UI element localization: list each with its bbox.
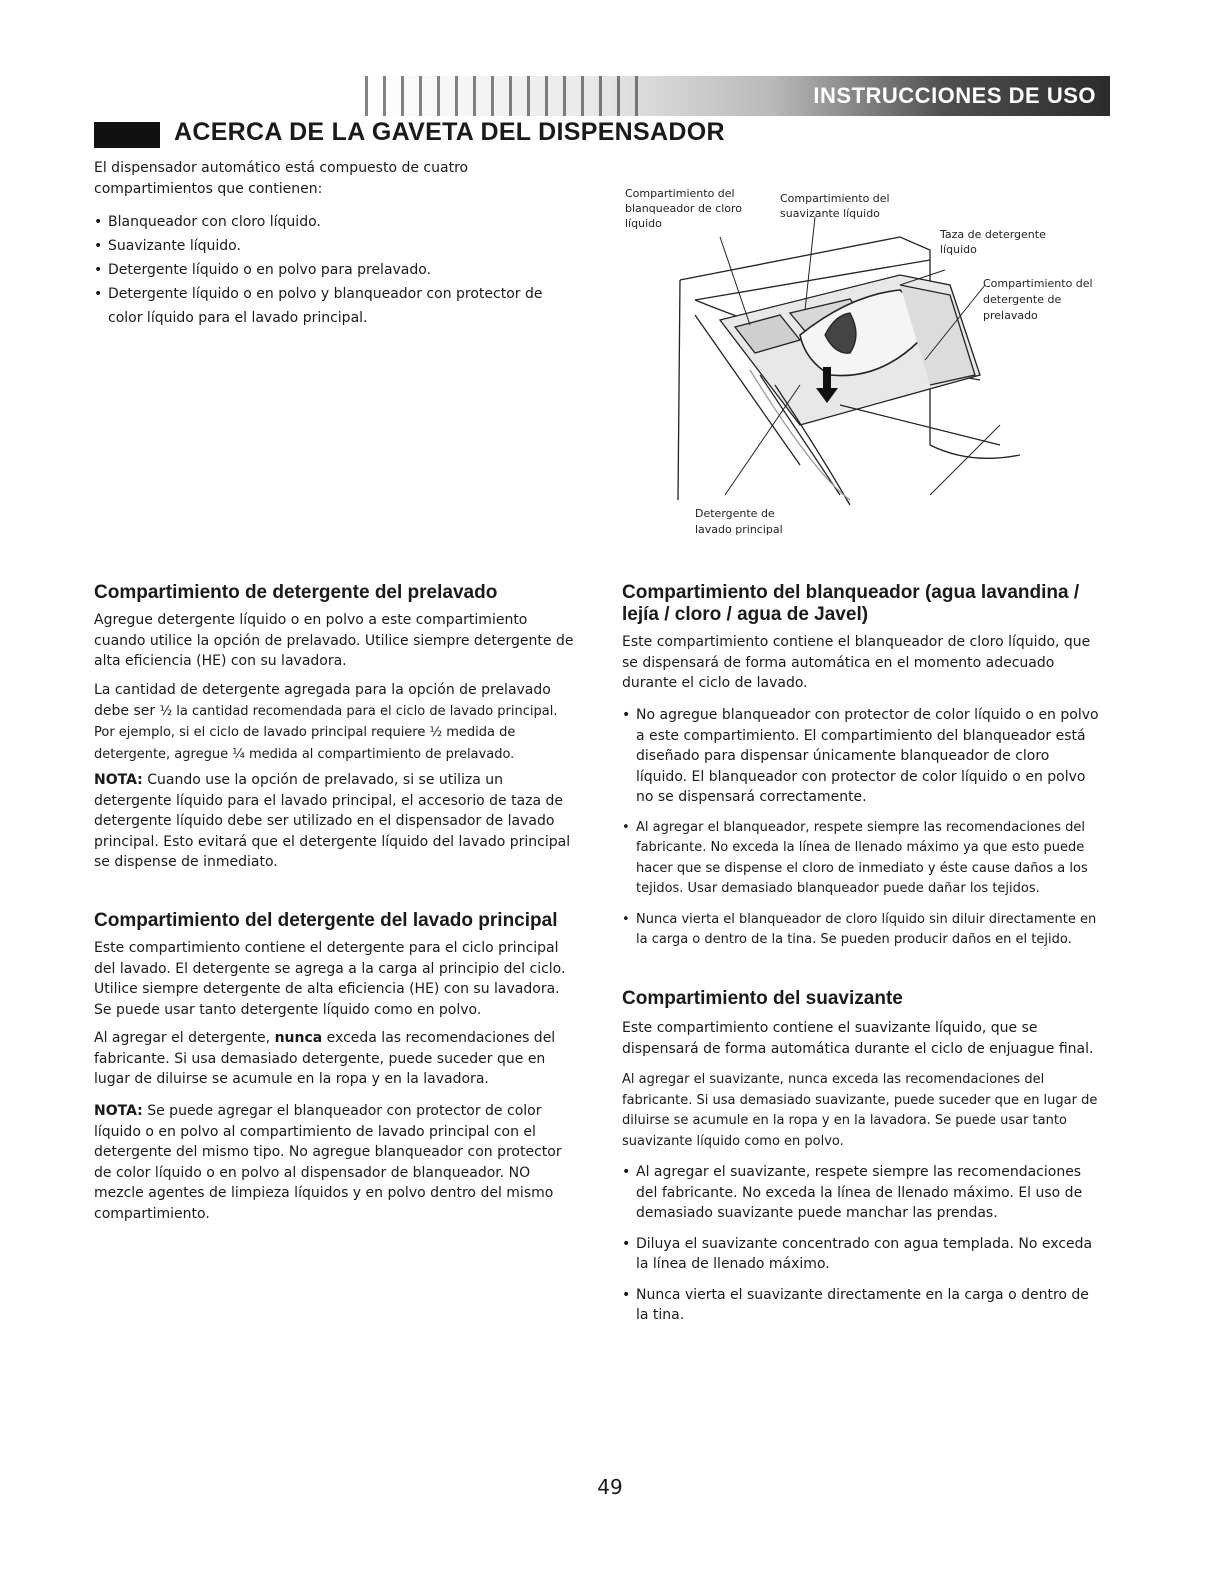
callout-cup-1: Taza de detergente [940,228,1046,241]
callout-prewash-3: prelavado [983,309,1038,322]
prewash-heading: Compartimiento de detergente del prelavado [94,582,498,603]
mainwash-paragraph: Este compartimiento contiene el detergente para el ciclo principal del lavado. El detergente se agrega a la carga al principio del ciclo. Utilice siempre detergente de alta eficiencia (HE) con su lavadora. Se puede usar tanto detergente líquido como en polvo. [94,940,566,1018]
header-stripes [365,76,645,116]
callout-main-2: lavado principal [695,523,783,536]
mainwash-heading: Compartimiento del detergente del lavado principal [94,910,558,931]
list-item: • Diluya el suavizante concentrado con agua templada. No exceda la línea de llenado máximo. [622,1234,1102,1275]
list-item: • Suavizante líquido. [94,234,569,258]
list-item: • Nunca vierta el suavizante directamente en la carga o dentro de la tina. [622,1285,1102,1326]
list-item: • No agregue blanqueador con protector de color líquido o en polvo a este compartimiento. El compartimiento del blanqueador está diseñado para dispensar únicamente blanqueador de cloro líquido. El blanqueador con protector de color líquido o en polvo no se dispensará correctamente. [622,705,1102,808]
prewash-note-text: Cuando use la opción de prelavado, si se utiliza un detergente líquido para el lavado principal, el accesorio de taza de detergente líquido debe ser utilizado en el dispensador de lavado principal. Esto evitará que el detergente líquido del lavado principal se dispense de inmediato. [94,772,571,870]
callout-bleach-1: Compartimiento del [625,187,735,200]
intro-bullet-list [94,210,569,330]
page-title: ACERCA DE LA GAVETA DEL DISPENSADOR [174,118,725,146]
prewash-amount-text-b: ½ la cantidad recomendada para el ciclo de lavado principal. Por ejemplo, si el ciclo de lavado principal requiere ½ medida de detergente, agregue ¼ medida al compartimiento de prelavado. [94,703,558,762]
page-number: 49 [597,1475,623,1499]
callout-bleach-2: blanqueador de cloro [625,202,743,215]
bleach-heading-line-2: lejía / cloro / agua de Javel) [622,604,869,625]
note-label: NOTA: [94,772,143,788]
section-label: INSTRUCCIONES DE USO [813,83,1096,108]
callout-main-1: Detergente de [695,507,775,520]
list-item: • Detergente líquido o en polvo y blanqueador con protector de color líquido para el lavado principal. [94,282,569,330]
dispenser-drawer-diagram [600,175,1105,555]
section-header-band [365,76,1110,116]
emphasis-never: nunca [274,1030,323,1046]
callout-prewash-2: detergente de [983,293,1062,306]
intro-text: El dispensador automático está compuesto de cuatro compartimientos que contienen: [94,160,469,197]
mainwash-note [94,1101,574,1224]
list-item: • Detergente líquido o en polvo para prelavado. [94,258,569,282]
callout-softener-2: suavizante líquido [780,207,880,220]
prewash-amount-text-a: La cantidad de detergente agregada para la opción de prelavado debe ser [94,682,551,719]
callout-softener-1: Compartimiento del [780,192,890,205]
list-item: • Al agregar el blanqueador, respete siempre las recomendaciones del fabricante. No exceda la línea de llenado máximo ya que esto puede hacer que se dispense el cloro de inmediato y éste cause daños a los tejidos. Usar demasiado blanqueador puede dañar los tejidos. [622,818,1102,900]
mainwash-warning-text-a: Al agregar el detergente, [94,1030,275,1046]
list-item: • Nunca vierta el blanqueador de cloro líquido sin diluir directamente en la carga o dentro de la tina. Se pueden producir daños en el tejido. [622,910,1102,951]
bleach-bullet-list [622,705,1102,951]
softener-paragraph: Este compartimiento contiene el suavizante líquido, que se dispensará de forma automática durante el ciclo de enjuague final. [622,1020,1094,1057]
callout-cup-2: líquido [940,243,977,256]
list-item: • Blanqueador con cloro líquido. [94,210,569,234]
bleach-paragraph: Este compartimiento contiene el blanqueador de cloro líquido, que se dispensará de forma automática en el momento adecuado durante el ciclo de lavado. [622,634,1091,691]
prewash-amount-paragraph [94,680,574,765]
callout-bleach-3: líquido [625,217,662,230]
softener-warning-paragraph: Al agregar el suavizante, nunca exceda las recomendaciones del fabricante. Si usa demasiado suavizante, puede suceder que en lugar de diluirse se acumule en la ropa y en la lavadora. Se puede usar tanto suavizante líquido como en polvo. [622,1072,1098,1149]
title-marker [94,122,160,148]
prewash-note [94,770,574,873]
softener-heading: Compartimiento del suavizante [622,988,903,1009]
list-item: • Al agregar el suavizante, respete siempre las recomendaciones del fabricante. No exceda la línea de llenado máximo. El uso de demasiado suavizante puede manchar las prendas. [622,1162,1102,1224]
prewash-paragraph: Agregue detergente líquido o en polvo a este compartimiento cuando utilice la opción de prelavado. Utilice siempre detergente de alta eficiencia (HE) con su lavadora. [94,612,574,669]
note-label: NOTA: [94,1103,143,1119]
mainwash-note-text: Se puede agregar el blanqueador con protector de color líquido o en polvo al compartimiento de lavado principal con el detergente del mismo tipo. No agregue blanqueador con protector de color líquido o en polvo al dispensador de blanqueador. NO mezcle agentes de limpieza líquidos y en polvo dentro del mismo compartimiento. [94,1103,562,1222]
mainwash-warning-paragraph [94,1028,574,1090]
mainwash-warning-text-b: exceda las recomendaciones del fabricante. Si usa demasiado detergente, puede suceder que en lugar de diluirse se acumule en la ropa y en la lavadora. [94,1030,556,1087]
dispenser-illustration [678,237,1020,505]
softener-bullet-list [622,1162,1102,1326]
bleach-heading-line-1: Compartimiento del blanqueador (agua lavandina / [622,582,1080,603]
callout-prewash-1: Compartimiento del [983,277,1093,290]
